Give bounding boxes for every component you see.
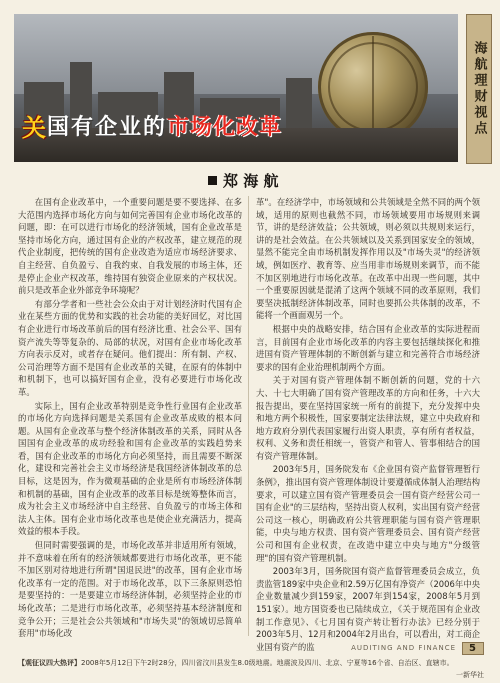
note-key: 【观征议四大热评】 (18, 659, 81, 667)
paragraph: 在国有企业改革中，一个重要问题是要不要选择、在多大范围内选择市场化方向与如何完善国有企业市场化改革的问题，即：在可以进行市场化的经济领域，国有企业改革是坚持市场化方向，通过国有企业的产权改革，建立规范的现代企业制度，把传统的国有企业改造为适应市场经济要求、自主经营、自负盈亏、自我约束、自我发展的市场主体，还是停止企业产权改革，维持国有独资企业原来的产权状况。前只是改革企业外部竞争环境呢？ (18, 197, 242, 296)
note-text: 2008年5月12日下午2时28分，四川省汶川县发生8.0级地震。地震波及四川、北京、宁夏等16个省、自治区、直辖市。 (81, 659, 454, 667)
journal-name: AUDITING AND FINANCE (351, 644, 457, 652)
left-text-column (18, 196, 242, 639)
paragraph: 关于对国有资产管理体制不断创新的问题，党的十六大、十七大明确了国有资产管理改革的方向和任务，十六大报告提出，要在坚持国家统一所有的前提下，充分发挥中央和地方两个积极性，国家要制定法律法规，建立中央政府和地方政府分别代表国家履行出资人职责，享有所有者权益，权利、义务和责任相统一，管资产和管人、管事相结合的国有资产管理体制。 (256, 375, 480, 461)
paragraph: 2003年5月，国务院发布《企业国有资产监督管理暂行条例》，推出国有资产管理体制设计要遵循成体制人治理结构要求，可以建立国有资产管理委员会一国有资产经营公司一国有企业"的三层结构，坚持出资人权利，实出国有资产经营公司这一核心，明确政府公共管理职能与国有资产管理职能，中央与地方权责、国有资产管理委员会、国有资产经营公司和国有企业权责，在改造中建立中央与地方"分级管理"的国有资产管理机制。 (256, 464, 480, 563)
paragraph: 根据中央的战略安排，结合国有企业改革的实际进程而言，目前国有企业市场化改革的内容主要包括继续探化和推进国有资产管理体制的不断创新与建立和完善符合市场经济要求的国有企业治理机制两个方面。 (256, 323, 480, 372)
paragraph: 有部分学者和一些社会公众由于对计划经济时代国有企业在某些方面的优势和实践的社会功能的美好回忆，对比国有企业进行市场改革前后的国有经济比重、社会公平、国有资产流失等等复杂的、局部的状况，对国有企业市场化改革方向表示反对，或者存在疑问。他们提出：所有制、产权、公司治理等方面不是国有企业改革的关键，在原有的体制中和机制下，也可以搞好国有企业，没有必要进行市场化改革。 (18, 298, 242, 397)
title-part-1: 国有企业的 (47, 114, 168, 140)
column-divider (248, 196, 249, 636)
article-title (14, 110, 458, 140)
column-tag-text: 海航理财视点 (471, 41, 487, 137)
page-number: 5 (462, 642, 484, 655)
title-prefix: 关 (22, 113, 47, 142)
paragraph: 2003年3月，国务院国有资产监督管理委员会成立，负责监管189家中央企业和2.59万亿国有净资产（2006年中央企业数量减少到159家，2007年到154家，2008年5月到151家）。地方国资委也已陆续成立，《关于规范国有企业改制工作意见》、《七月国有资产转让暂行办法》已经分别于2003年5月、12月和2004年2月出台，可以看出，对工商企业国有资产的监 (256, 566, 480, 652)
paragraph: 但同时需要强调的是，市场化改革并非适用所有领域，并不意味着在所有的经济领域都要进行市场化改革，更不能不加区别对待地进行所谓"国退民进"的改革，国有企业市场化改革有一定的范围。对于市场化改革，以下三条原则恐怕是要坚持的：一是要建立市场经济体制，必须坚持企业的市场化改革；二是进行市场化改革，必须坚持基本经济制度和竞争公开；三是社会公共领域和"市场失灵"的领域切忌简单套用"市场化改 (18, 540, 242, 639)
column-tag (466, 14, 492, 164)
author-byline (208, 170, 278, 190)
author-name: 郑 海 航 (223, 171, 279, 190)
square-bullet-icon (208, 176, 217, 185)
paragraph: 实际上，国有企业改革特别是竞争性行业国有企业改革的市场化方向选择问题是关系国有企业改革成败的根本问题。从国有企业改革与整个经济体制改革的关系，同时从各国国有企业改革的成功经验和国有企业改革的实践趋势来看，国有企业改革的市场化方向必须坚持，而且需要不断深化，建设和完善社会主义市场经济是我国经济体制改革的总目标，这是因为，作为微观基础的企业是所有市场经济体制和机制的基础，国有企业改革的改革目标是统筹整体而言，成为社会主义市场经济中自主经营、自负盈亏的市场主体和法人主体。国有企业市场化改革也是使企业充满活力，提高效益的根本手段。 (18, 400, 242, 537)
footer-note (18, 658, 484, 680)
note-signature: 一新华社 (456, 671, 484, 679)
page-footer-band (256, 640, 484, 656)
paragraph: 革"。在经济学中，市场领域和公共领域是全然不同的两个领域，适用的原则也截然不同，市场领域要用市场规则来调节，讲的是经济效益；公共领域，则必须以共规则来运行，讲的是社会效益。在公共领域以及关系到国家安全的领域，显然不能完全由市场机制发挥作用以及"市场失灵"的经济领域，例如医疗、教育等、应当用非市场规则来调节，而不能不加区别地进行市场化改革。在改革中出现一些问题，其中一个重要原因就是混淆了这两个领域不同的改革原则，我们要坚决抵制经济体制改革，同时也要抓公共体制的改革，不能将一个画面观另一个。 (256, 197, 480, 321)
title-part-2: 市场化改革 (167, 114, 283, 140)
